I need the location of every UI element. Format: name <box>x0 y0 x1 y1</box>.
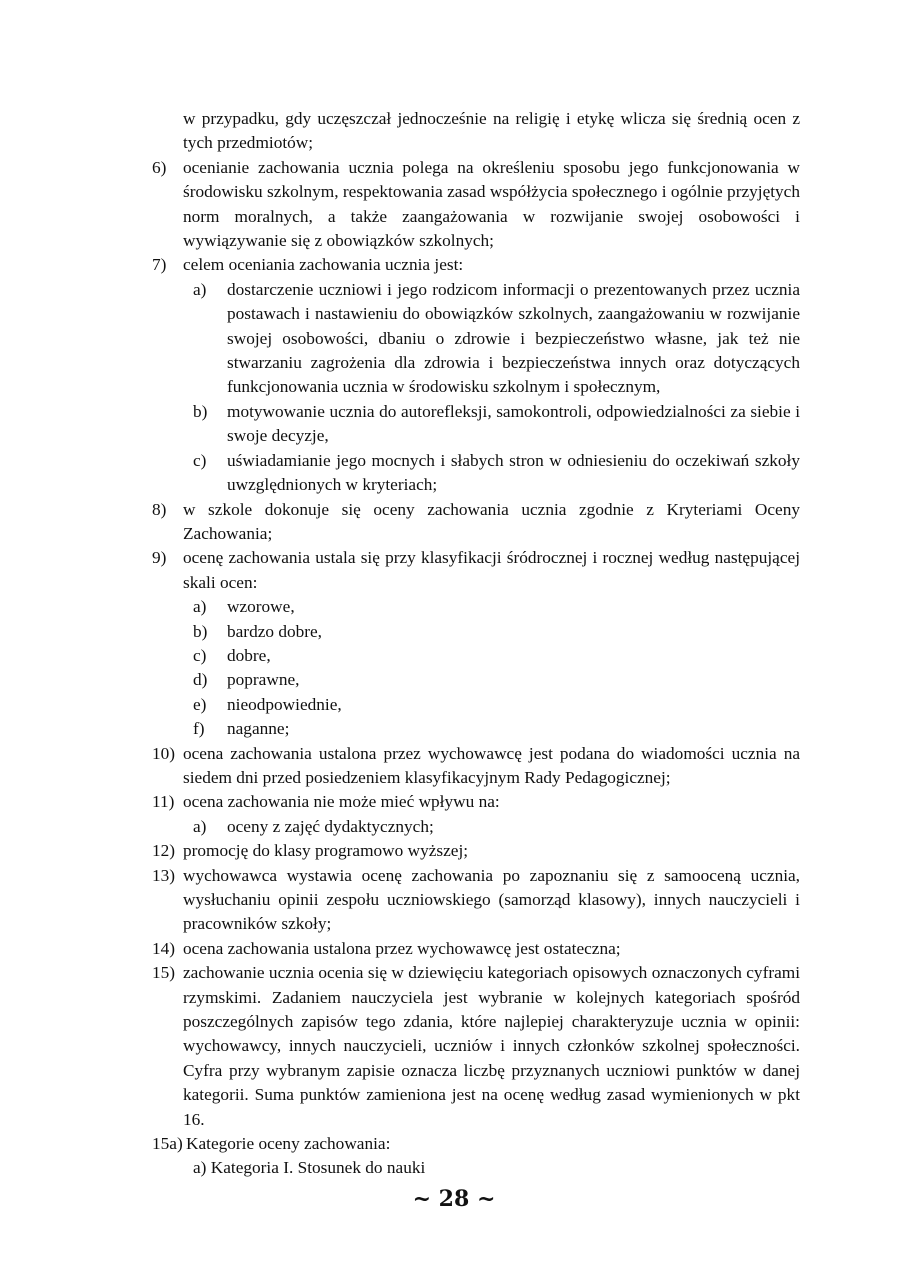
list-item <box>152 156 800 254</box>
sub-item-letter: a) <box>193 279 207 299</box>
item-text: promocję do klasy programowo wyższej; <box>183 841 469 861</box>
item-text: ocenę zachowania ustala się przy klasyfikacji śródrocznej i rocznej według następującej skali ocen: <box>183 548 800 592</box>
item-number: 12) <box>152 841 176 861</box>
sub-item-text: dobre, <box>227 645 271 665</box>
continuation-text: w przypadku, gdy uczęszczał jednocześnie na religię i etykę wlicza się średnią ocen z tych przedmiotów; <box>183 109 800 153</box>
item-number: 8) <box>152 499 167 519</box>
sub-item-letter: a) <box>193 597 207 617</box>
item-text: ocenianie zachowania ucznia polega na określeniu sposobu jego funkcjonowania w środowisku szkolnym, respektowania zasad współżycia społecznego i ogólnie przyjętych norm moralnych, a także zaangażowania w rozwijanie swojej osobowości i wywiązywanie się z obowiązków szkolnych; <box>183 157 800 251</box>
sub-item <box>152 717 800 741</box>
sub-item-text: bardzo dobre, <box>227 621 323 641</box>
sub-item-letter: b) <box>193 621 208 641</box>
sub-item <box>152 644 800 668</box>
sub-item-text: oceny z zajęć dydaktycznych; <box>227 816 434 836</box>
sub-item <box>152 449 800 498</box>
item-number: 9) <box>152 548 167 568</box>
sub-item-letter: b) <box>193 401 208 421</box>
list-item <box>152 839 800 863</box>
item-text: w szkole dokonuje się oceny zachowania ucznia zgodnie z Kryteriami Oceny Zachowania; <box>183 499 800 543</box>
numbered-list <box>152 156 800 1132</box>
list-item <box>152 253 800 277</box>
sub-item <box>152 595 800 619</box>
list-item <box>152 498 800 547</box>
item-number: 11) <box>152 792 175 812</box>
sub-item-letter: e) <box>193 694 207 714</box>
item-number: 7) <box>152 255 167 275</box>
sub-item-text: wzorowe, <box>227 597 295 617</box>
sub-item-text: dostarczenie uczniowi i jego rodzicom informacji o prezentowanych przez ucznia postawach i nastawieniu do obowiązków szkolnych, zaangażowaniu w rozwijanie swojej osobowości, dbaniu o zdrowie i bezpieczeństwo własne, jak też nie stwarzaniu zagrożenia dla zdrowia i bezpieczeństwa innych oraz dotyczących funkcjonowania ucznia w środowisku szkolnym i społecznym, <box>227 279 800 397</box>
item-number: 14) <box>152 938 176 958</box>
sub-item <box>152 278 800 400</box>
sub-item-text: motywowanie ucznia do autorefleksji, samokontroli, odpowiedzialności za siebie i swoje decyzje, <box>227 401 800 446</box>
sub-item-text: uświadamianie jego mocnych i słabych stron w odniesieniu do oczekiwań szkoły uwzględnionych w kryteriach; <box>227 450 800 495</box>
list-item <box>152 864 800 937</box>
sub-item-category-1: a) Kategoria I. Stosunek do nauki <box>193 1158 426 1178</box>
item-number: 15) <box>152 963 176 983</box>
item-text: celem oceniania zachowania ucznia jest: <box>183 255 464 275</box>
list-item <box>152 937 800 961</box>
list-item <box>152 742 800 791</box>
item-text: zachowanie ucznia ocenia się w dziewięciu kategoriach opisowych oznaczonych cyframi rzymskimi. Zadaniem nauczyciela jest wybranie w kolejnych kategoriach spośród poszczególnych zapisów tego zdania, które najlepiej charakteryzuje ucznia w opinii: wychowawcy, innych nauczycieli, uczniów i innych członków szkolnej społeczności. Cyfra przy wybranym zapisie oznacza liczbę przyznanych uczniowi punktów w danej kategorii. Suma punktów zamieniona jest na ocenę według zasad wymienionych w pkt 16. <box>183 963 800 1129</box>
sub-item-letter: c) <box>193 450 207 470</box>
item-number: 6) <box>152 157 167 177</box>
item-number: 15a) <box>152 1134 183 1154</box>
sub-item <box>152 693 800 717</box>
page-content <box>152 107 800 1181</box>
item-text: wychowawca wystawia ocenę zachowania po zapoznaniu się z samooceną ucznia, wysłuchaniu opinii zespołu uczniowskiego (samorząd klasowy), innych nauczycieli i pracowników szkoły; <box>183 865 800 934</box>
item-text: ocena zachowania ustalona przez wychowawcę jest podana do wiadomości ucznia na siedem dni przed posiedzeniem klasyfikacyjnym Rady Pedagogicznej; <box>183 743 800 787</box>
sub-item-text: nieodpowiednie, <box>227 694 342 714</box>
sub-item <box>152 668 800 692</box>
sub-item-letter: f) <box>193 719 205 739</box>
sub-item <box>152 400 800 449</box>
item-text: Kategorie oceny zachowania: <box>186 1134 391 1154</box>
item-text: ocena zachowania nie może mieć wpływu na: <box>183 792 500 812</box>
item-number: 10) <box>152 743 176 763</box>
sub-item-text: poprawne, <box>227 670 300 690</box>
list-item <box>152 546 800 595</box>
sub-item-letter: a) <box>193 816 207 836</box>
list-item <box>152 790 800 814</box>
item-text: ocena zachowania ustalona przez wychowawcę jest ostateczna; <box>183 938 621 958</box>
list-item <box>152 961 800 1132</box>
sub-item-letter: d) <box>193 670 208 690</box>
sub-item-letter: c) <box>193 645 207 665</box>
sub-item <box>152 815 800 839</box>
sub-item-text: naganne; <box>227 719 290 739</box>
page-number: ~ 28 ~ <box>412 1186 496 1212</box>
item-number: 13) <box>152 865 176 885</box>
list-item-15a <box>152 1132 800 1156</box>
sub-item <box>152 620 800 644</box>
